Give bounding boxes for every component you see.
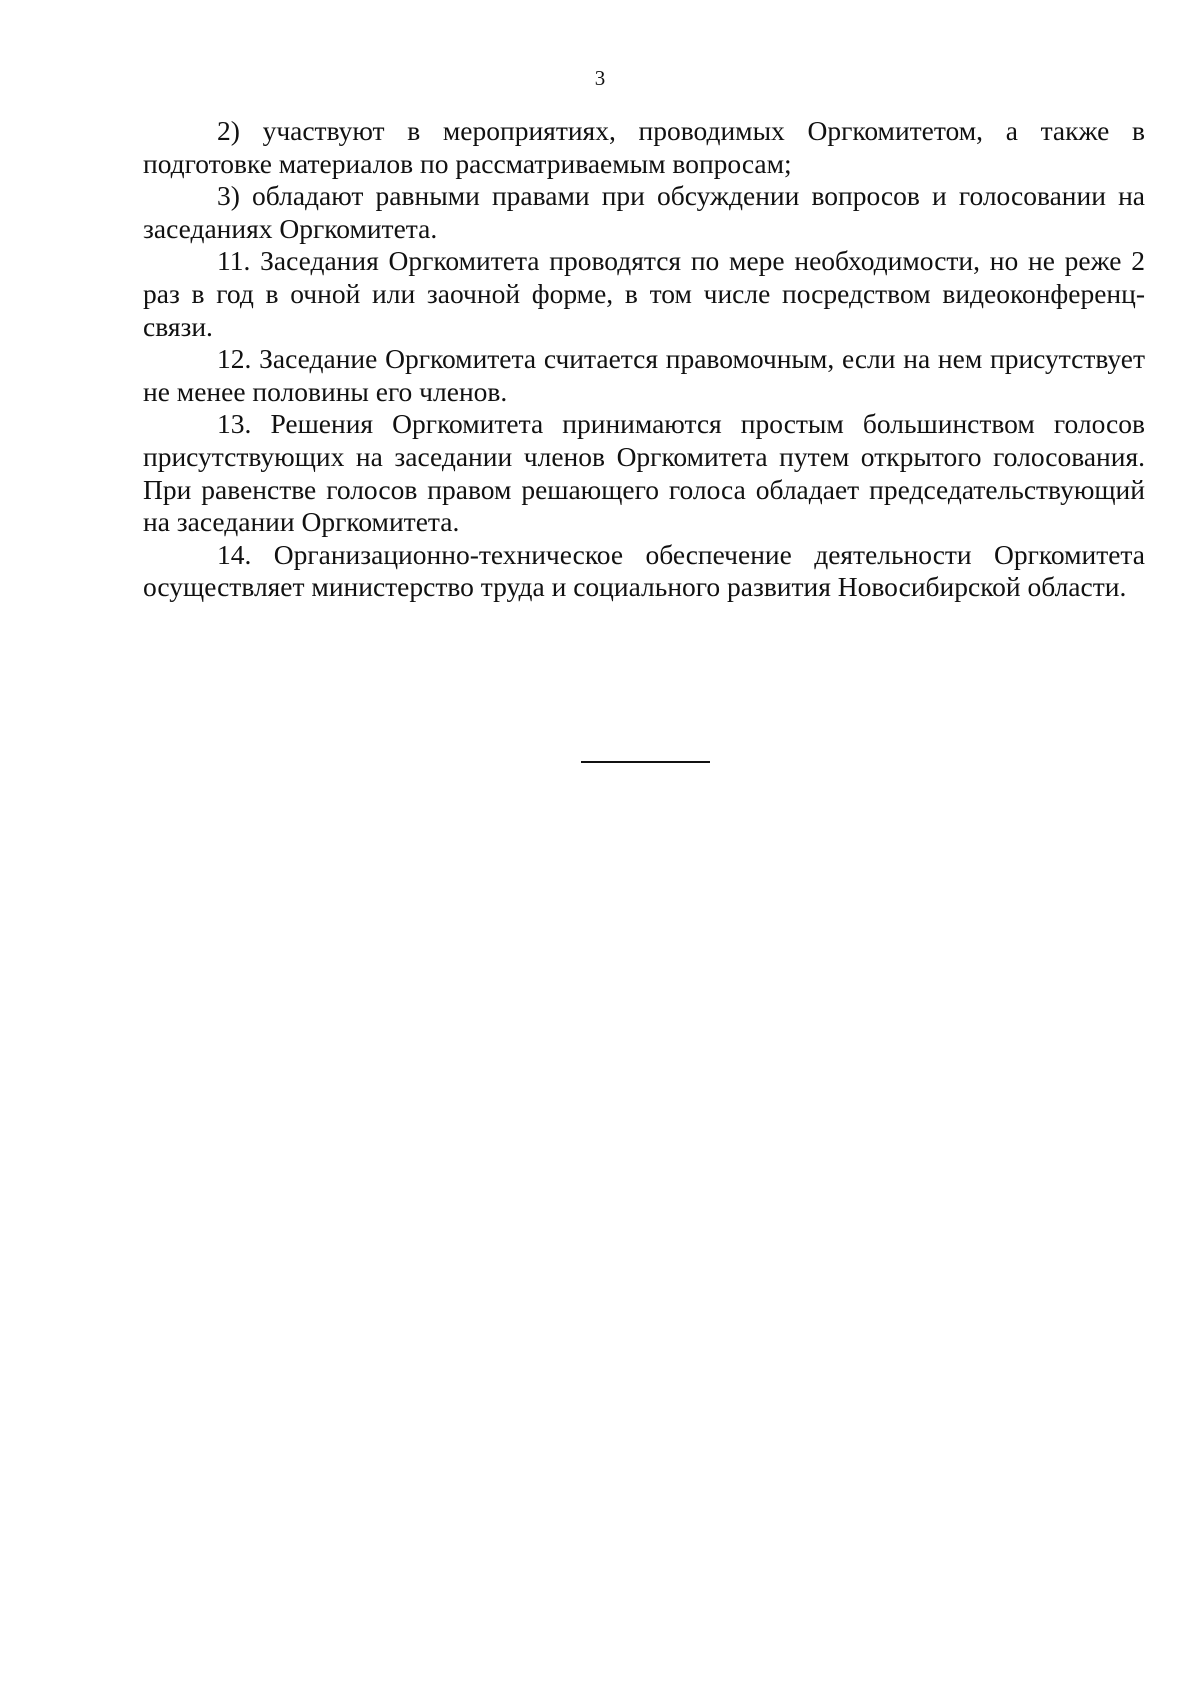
paragraph-clause-14: 14. Организационно-техническое обеспечение деятельности Оргкомитета осуществляет министерство труда и социального развития Новосибирской области.	[143, 538, 1145, 603]
end-of-document-rule	[581, 761, 710, 763]
paragraph-item-3: 3) обладают равными правами при обсуждении вопросов и голосовании на заседаниях Оргкомитета.	[143, 180, 1145, 244]
paragraph-clause-11: 11. Заседания Оргкомитета проводятся по мере необходимости, но не реже 2 раз в год в очной или заочной форме, в том числе посредством видеоконференц-связи.	[143, 245, 1145, 342]
paragraph-clause-13: 13. Решения Оргкомитета принимаются простым большинством голосов присутствующих на заседании членов Оргкомитета путем открытого голосования. При равенстве голосов правом решающего голоса обладает председательствующий на заседании Оргкомитета.	[143, 408, 1145, 538]
document-body	[143, 115, 1145, 604]
paragraph-clause-12: 12. Заседание Оргкомитета считается правомочным, если на нем присутствует не менее половины его членов.	[143, 343, 1145, 407]
paragraph-item-2: 2) участвуют в мероприятиях, проводимых Оргкомитетом, а также в подготовке материалов по рассматриваемым вопросам;	[143, 115, 1145, 179]
page-number: 3	[594, 66, 606, 90]
